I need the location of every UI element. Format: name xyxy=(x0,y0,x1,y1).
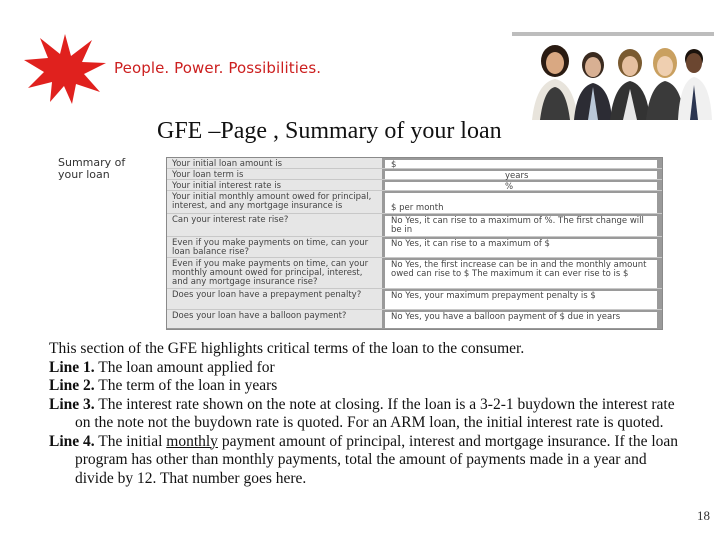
form-answer: $ per month xyxy=(391,203,444,213)
line-4-underlined-word: monthly xyxy=(166,432,218,450)
line-1-label: Line 1. xyxy=(49,358,95,376)
form-answer: No Yes, you have a balloon payment of $ due in years xyxy=(391,312,621,322)
logo-star-icon xyxy=(22,32,108,106)
form-row xyxy=(167,191,662,214)
form-row xyxy=(167,158,662,169)
form-row xyxy=(167,310,662,328)
form-row xyxy=(167,214,662,237)
form-question: Does your loan have a balloon payment? xyxy=(172,311,347,321)
form-question: Can your interest rate rise? xyxy=(172,215,289,225)
form-question: Your loan term is xyxy=(172,170,244,180)
form-question: Does your loan have a prepayment penalty? xyxy=(172,290,362,300)
line-3-text: The interest rate shown on the note at closing. If the loan is a 3-2-1 buydown the interest rate on the note not the buydown rate is quoted. For an ARM loan, the initial interest rate is quoted. xyxy=(75,395,675,431)
form-answer: No Yes, the first increase can be in and the monthly amount owed can rise to $ The maximum it can ever rise to is $ xyxy=(391,260,647,279)
form-row xyxy=(167,289,662,310)
line-3-paragraph xyxy=(49,396,689,433)
logo-tagline: People. Power. Possibilities. xyxy=(114,59,322,77)
body-text xyxy=(49,340,689,488)
form-row xyxy=(167,258,662,289)
line-1-text: The loan amount applied for xyxy=(94,358,275,376)
form-question: Even if you make payments on time, can your loan balance rise? xyxy=(172,238,369,257)
form-answer: $ xyxy=(391,160,397,170)
page-number: 18 xyxy=(697,508,710,523)
gfe-summary-form xyxy=(166,157,663,330)
line-2-label: Line 2. xyxy=(49,377,95,394)
summary-label: Summary of your loan xyxy=(58,156,126,181)
line-1-paragraph xyxy=(49,359,689,378)
people-photo xyxy=(522,39,712,120)
line-3-label: Line 3. xyxy=(49,395,95,413)
line-2-text: The term of the loan in years xyxy=(94,377,278,394)
form-answer: % xyxy=(505,182,514,192)
line-4-paragraph xyxy=(49,433,689,489)
header-rule xyxy=(512,32,714,36)
slide-title: GFE –Page , Summary of your loan xyxy=(157,118,502,144)
form-answer: No Yes, your maximum prepayment penalty is $ xyxy=(391,291,596,301)
form-answer: No Yes, it can rise to a maximum of $ xyxy=(391,239,550,249)
form-row xyxy=(167,237,662,258)
line-2-paragraph xyxy=(49,377,689,396)
form-answer: years xyxy=(505,171,529,181)
intro-paragraph: This section of the GFE highlights critical terms of the loan to the consumer. xyxy=(49,340,525,357)
form-question: Your initial interest rate is xyxy=(172,181,281,191)
form-row xyxy=(167,180,662,191)
form-row xyxy=(167,169,662,180)
form-question: Even if you make payments on time, can your monthly amount owed for principal, interest, and any mortgage insurance rise? xyxy=(172,259,369,287)
form-answer: No Yes, it can rise to a maximum of %. The first change will be in xyxy=(391,216,644,235)
form-question: Your initial monthly amount owed for principal, interest, and any mortgage insurance is xyxy=(172,192,372,211)
line-4-text-post: payment amount of principal, interest and mortgage insurance. If the loan program has other than monthly payments, total the amount of payments made in a year and divide by 12. That number goes here. xyxy=(75,432,679,487)
form-question: Your initial loan amount is xyxy=(172,159,283,169)
line-4-label: Line 4. xyxy=(49,432,95,450)
line-4-text-pre: The initial xyxy=(94,432,167,450)
